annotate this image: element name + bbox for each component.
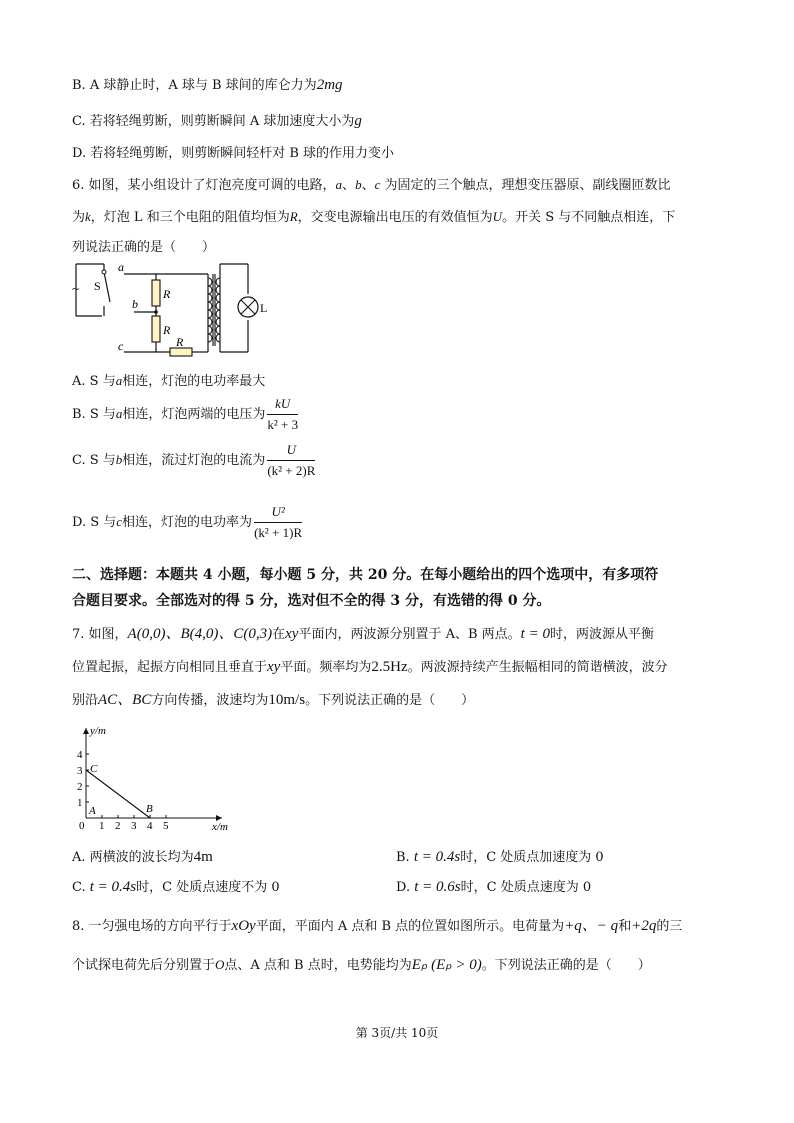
q8-charge-2q: +2q	[631, 918, 657, 934]
q7-text: 平面。频率均为	[280, 660, 372, 675]
q6-option-d	[72, 504, 304, 541]
x-tick-label: 4	[147, 820, 153, 832]
y-tick-label: 1	[77, 797, 83, 809]
q6-opt-var: c	[116, 514, 123, 529]
q6-option-a	[72, 370, 265, 389]
q7-text: 7. 如图，	[72, 627, 128, 642]
q6-var-c: c	[374, 177, 381, 192]
x-tick-label: 2	[115, 820, 121, 832]
q7-option-a	[72, 846, 213, 866]
contact-a-label: a	[118, 260, 124, 274]
x-tick-label: 0	[79, 820, 85, 832]
q7-opt-text: 时，C 处质点加速度为 0	[460, 850, 604, 865]
denominator: (k² + 2)R	[267, 463, 316, 478]
q6-opt-text: 相连，灯泡的电功率为	[122, 515, 253, 530]
y-tick-label: 3	[77, 765, 83, 777]
q6-opt-var: a	[115, 373, 123, 388]
q6-sep: 、	[342, 178, 356, 193]
q7-stem-line3	[72, 688, 474, 709]
q6-var-k: k	[85, 209, 91, 224]
q7-opt-value: 4m	[193, 849, 213, 865]
q5-option-b-math: 2mg	[316, 77, 343, 93]
point-a-label: A	[89, 805, 96, 817]
q5-option-c	[72, 110, 362, 130]
q6-text: 。开关 S 与不同触点相连，下	[502, 210, 676, 225]
q6-option-c-fraction	[267, 442, 315, 479]
q6-opt-text: A. S 与	[72, 374, 116, 389]
q8-text: 8. 一匀强电场的方向平行于	[72, 919, 232, 934]
x-tick-label: 5	[163, 820, 169, 832]
section-2-heading-line2: 合题目要求。全部选对的得 5 分，选对但不全的得 3 分，有选错的得 0 分。	[72, 593, 551, 609]
q7-xy: xy	[285, 626, 299, 642]
q5-option-b	[72, 74, 343, 94]
q6-stem-line3: 列说法正确的是（ ）	[72, 240, 216, 255]
q7-opt-time: t = 0.6s	[414, 879, 461, 895]
q6-text: 为固定的三个触点，理想变压器原、副线圈匝数比	[380, 178, 671, 193]
q8-text: 平面，平面内 A 点和 B 点的位置如图所示。电荷量为	[255, 919, 565, 934]
y-tick-label: 4	[77, 749, 83, 761]
y-axis-label: y/m	[90, 725, 106, 737]
q7-opt-time: t = 0.4s	[89, 879, 137, 895]
transformer-icon	[208, 274, 220, 346]
resistor-3	[170, 348, 192, 356]
denominator: k² + 3	[267, 417, 299, 432]
x-tick-label: 3	[131, 820, 137, 832]
q8-text: 和	[618, 919, 632, 934]
q6-sep: 、	[361, 178, 375, 193]
q7-opt-text: A. 两横波的波长均为	[72, 850, 194, 865]
resistor-3-label: R	[176, 335, 184, 349]
q6-option-d-fraction	[254, 504, 302, 541]
q6-option-c	[72, 442, 317, 479]
q5-option-b-text: B. A 球静止时，A 球与 B 球间的库仑力为	[72, 78, 317, 93]
lamp-label: L	[260, 301, 268, 315]
switch-label: S	[94, 279, 101, 293]
q6-circuit-diagram	[72, 260, 282, 360]
q8-energy: Eₚ (Eₚ > 0)	[411, 957, 482, 973]
q7-frequency: 2.5Hz	[371, 659, 408, 675]
q5-option-c-math: g	[354, 113, 362, 129]
point-b-label: B	[146, 803, 153, 815]
q6-var-b: b	[355, 177, 362, 192]
q6-opt-text: D. S 与	[72, 515, 117, 530]
q8-stem-line2	[72, 954, 651, 974]
q7-text: 。下列说法正确的是（ ）	[305, 693, 475, 708]
resistor-2	[152, 316, 160, 342]
q6-var-u: U	[492, 209, 503, 224]
q5-option-d: D. 若将轻绳剪断，则剪断瞬间轻杆对 B 球的作用力变小	[72, 146, 395, 161]
y-tick-label: 2	[77, 781, 83, 793]
q7-text: 别沿	[72, 693, 99, 708]
section-2-heading-line1: 二、选择题：本题共 4 小题，每小题 5 分，共 20 分。在每小题给出的四个选项中，有多项符	[72, 567, 659, 583]
q8-text: 的三	[656, 919, 683, 934]
q7-opt-label: D.	[396, 880, 411, 895]
q6-opt-var: a	[115, 406, 123, 421]
q7-option-d	[396, 876, 591, 896]
q8-stem-line1	[72, 914, 682, 935]
q7-opt-text: 时，C 处质点速度为 0	[460, 880, 592, 895]
q6-opt-text: 相连，灯泡两端的电压为	[122, 407, 266, 422]
q6-text: 6. 如图，某小组设计了灯泡亮度可调的电路，	[72, 178, 336, 193]
q7-points: A(0,0)、B(4,0)、C(0,3)	[127, 626, 273, 642]
page-number: 第 3页/共 10页	[355, 1026, 439, 1040]
q7-coordinate-graph	[72, 722, 242, 832]
numerator: U	[267, 442, 315, 461]
q8-text: 点、A 点和 B 点时，电势能均为	[224, 958, 412, 973]
contact-c-label: c	[118, 339, 124, 353]
resistor-1-label: R	[163, 287, 171, 301]
q7-text: 位置起振，起振方向相同且垂直于	[72, 660, 268, 675]
numerator: kU	[267, 396, 298, 415]
q7-opt-label: B.	[396, 850, 410, 865]
q6-option-b	[72, 396, 300, 433]
q7-option-c	[72, 876, 280, 896]
q7-opt-label: C.	[72, 880, 86, 895]
q6-opt-text: C. S 与	[72, 453, 116, 468]
q6-text: ，交变电源输出电压的有效值恒为	[297, 210, 493, 225]
q7-opt-time: t = 0.4s	[413, 849, 461, 865]
q7-stem-line2	[72, 656, 668, 676]
q7-text: 时，两波源从平衡	[549, 627, 654, 642]
q6-text: ，灯泡 L 和三个电阻的阻值均恒为	[90, 210, 290, 225]
q6-opt-text: 相连，流过灯泡的电流为	[122, 453, 266, 468]
ac-source-icon: ~	[72, 281, 80, 296]
q6-var-r: R	[289, 209, 298, 224]
q7-speed: 10m/s	[268, 692, 306, 708]
resistor-2-label: R	[163, 323, 171, 337]
q8-origin: O	[215, 957, 225, 972]
q7-directions: AC、BC	[98, 692, 152, 708]
resistor-1	[152, 280, 160, 306]
q7-opt-text: 时，C 处质点速度不为 0	[136, 880, 280, 895]
point-c-label: C	[90, 763, 98, 775]
q6-stem-line2	[72, 206, 675, 225]
q7-stem-line1	[72, 622, 654, 643]
x-axis-label: x/m	[212, 821, 228, 832]
q7-t0: t = 0	[520, 626, 550, 642]
q7-text: 。两波源持续产生振幅相同的简谐横波，波分	[407, 660, 668, 675]
contact-b-label: b	[132, 297, 138, 311]
x-tick-label: 1	[99, 820, 105, 832]
q8-text: 。下列说法正确的是（ ）	[481, 958, 651, 973]
q8-text: 个试探电荷先后分别置于	[72, 958, 216, 973]
q6-text: 为	[72, 210, 86, 225]
q7-xy: xy	[267, 659, 281, 675]
q8-plane: xOy	[231, 918, 256, 934]
q7-text: 在	[272, 627, 286, 642]
q7-text: 平面内，两波源分别置于 A、B 两点。	[298, 627, 521, 642]
q6-opt-var: b	[115, 452, 123, 467]
q6-opt-text: 相连，灯泡的电功率最大	[122, 374, 266, 389]
q8-charges: +q、− q	[564, 918, 619, 934]
numerator: U²	[254, 504, 302, 523]
denominator: (k² + 1)R	[254, 525, 303, 540]
q6-stem-line1	[72, 174, 671, 193]
y-axis-arrow-icon	[83, 728, 89, 734]
q6-opt-text: B. S 与	[72, 407, 116, 422]
q7-text: 方向传播，波速均为	[151, 693, 269, 708]
q5-option-c-text: C. 若将轻绳剪断，则剪断瞬间 A 球加速度大小为	[72, 114, 355, 129]
q6-option-b-fraction	[267, 396, 298, 433]
q7-option-b	[396, 846, 604, 866]
q6-var-a: a	[335, 177, 343, 192]
